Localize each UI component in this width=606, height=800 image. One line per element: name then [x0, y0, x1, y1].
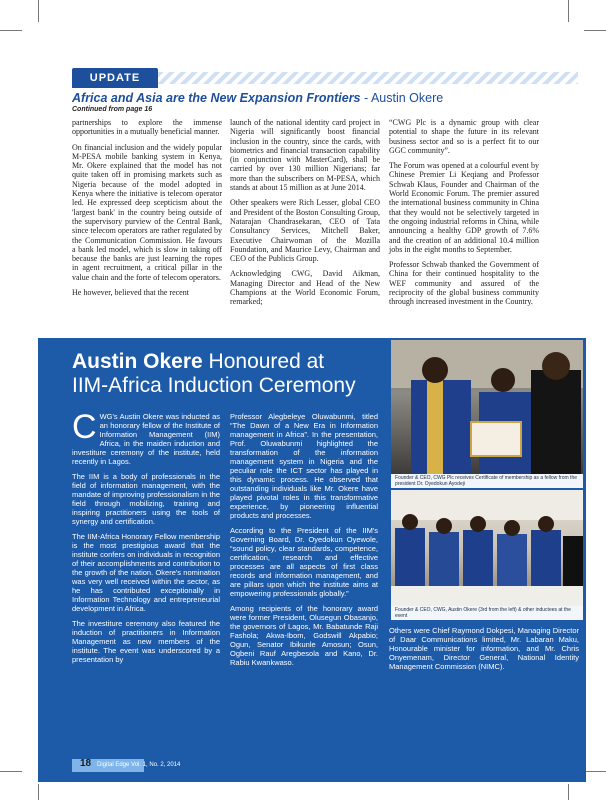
- photo-head: [542, 352, 570, 380]
- crop-mark: [584, 771, 606, 772]
- article-author: Austin Okere: [370, 91, 444, 105]
- photo-caption-2: Founder & CEO, CWG, Austin Okere (3rd from the left) & other inductees at the event: [391, 606, 583, 620]
- header-stripe: [158, 72, 578, 84]
- photo-head: [402, 514, 418, 530]
- photo-certificate-presentation: [391, 340, 583, 474]
- photo-head: [538, 516, 554, 532]
- crop-mark: [584, 30, 606, 31]
- page-number: 18: [80, 758, 92, 769]
- paragraph: Others were Chief Raymond Dokpesi, Managing Director of Daar Communications limited, Mr. Labaran Maku, Honourable minister for information, and Mr. Chris Onyemenam, Director General, National Identity Management Commission (NIMC).: [389, 626, 579, 671]
- paragraph: The Forum was opened at a colourful event by Chinese Premier Li Keqiang and Professor Schwab Klaus, Founder and Chairman of the World Economic Forum. The premier assured the international business community in China that they would not be selectively targeted in the ongoing industrial reforms in China, while announcing a healthy GDP growth of 7.6% and the creation of an additional 10.4 million jobs in the eight months to September.: [389, 161, 539, 254]
- photo-head: [422, 357, 448, 383]
- paragraph: Professor Alegbeleye Oluwabunmi, titled “The Dawn of a New Era in Information management in Africa”. In the presentation, Prof. Oluwabunmi highlighted the transformation of the information management system in Nigeria and the peculiar role the ICT sector has played in this dynamic process. He observed that outstanding individuals like Mr. Okere have played pivotal roles in this transformative experience, by pioneering influential products and processes.: [230, 412, 378, 520]
- article-column-2: [230, 118, 380, 313]
- title-separator: -: [360, 91, 371, 105]
- crop-mark: [38, 0, 39, 22]
- paragraph: On financial inclusion and the widely popular M-PESA mobile banking system in Kenya, Mr. Okere explained that the model has not quite taken off in promising markets such as Nigeria because of the model adopted in Kenya where the initiative is telecom operator led. He expressed deep scepticism about the 'largest bank' in the country being outside of the supervisory purview of the Central Bank, since telecom operators are rather regulated by the Communication Commission. He favours a bank led model, which is slow in taking off because the banks are just learning the ropes in agent recruitment, a critical pillar in the value chain and the forte of telecom operators.: [72, 142, 222, 282]
- crop-mark: [568, 0, 569, 22]
- article-column-1: [72, 118, 222, 303]
- paragraph: The investiture ceremony also featured the induction of practitioners in Information Management as new members of the institute. The event was underscored by a presentation by: [72, 619, 220, 664]
- crop-mark: [0, 30, 22, 31]
- photo-head: [504, 520, 520, 536]
- photo-head: [470, 516, 486, 532]
- paragraph: [72, 408, 220, 466]
- feature-column-2: [230, 412, 378, 673]
- crop-mark: [0, 771, 22, 772]
- issue-label: Digital Edge Vol. 1, No. 2, 2014: [97, 762, 181, 768]
- article-title: Africa and Asia are the New Expansion Frontiers: [72, 91, 361, 105]
- paragraph: He however, believed that the recent: [72, 288, 189, 298]
- section-tag: UPDATE: [72, 68, 158, 88]
- feature-title-rest: Honoured at: [202, 350, 325, 373]
- paragraph: Professor Schwab thanked the Government of China for their continued hospitality to the WEF community and assured of the reciprocity of the global business community through increased investment in the Country.: [389, 260, 539, 307]
- paragraph: Acknowledging CWG, David Aikman, Managing Director and Head of the New Champions at the World Economic Forum, remarked;: [230, 269, 380, 307]
- photo-gown-stripe: [427, 380, 443, 474]
- photo-backdrop: [391, 490, 583, 520]
- paragraph: The IIM-Africa Honorary Fellow membership is the most prestigious award that the institute confers on individuals in recognition of their accomplishments and contribution to the growth of the nation. Okere's nomination was very well received within the sector, as he has contributed exceptionally in Information Technology and entrepreneurial development in Africa.: [72, 532, 220, 613]
- paragraph: The IIM is a body of professionals in the field of information management, with the mandate of improving professionalism in the field through mobilizing, training and inspiring practitioners using the tools of synergy and certification.: [72, 472, 220, 526]
- paragraph: partnerships to explore the immense opportunities in a mutually beneficial manner.: [72, 118, 222, 137]
- paragraph: Other speakers were Rich Lesser, global CEO and President of the Boston Consulting Group, Natarajan Chandrasekaran, CEO of Tata Consultancy Services, Mitchell Baker, Executive Chairwoman of the Mozilla Foundation, and Maurice Levy, Chairman and CEO of the Publicis Group.: [230, 198, 380, 264]
- feature-column-1: [72, 408, 220, 670]
- crop-mark: [38, 784, 39, 800]
- paragraph: Among recipients of the honorary award were former President, Olusegun Obasanjo, the governors of Lagos, Mr. Babatunde Raji Fashola; Akwa-Ibom, Godswill Akpabio; Ogun, Senator Ibikunle Amosun; Osun, Ogbeni Rauf Aregbesola and Kano, Dr. Rabiu Kwankwaso.: [230, 604, 378, 667]
- crop-mark: [568, 784, 569, 800]
- intro-text: WG's Austin Okere was inducted as an honorary fellow of the Institute of Information Management (IIM) Africa, in the maiden induction and investiture ceremony of the institute, held recently in Lagos.: [72, 412, 220, 466]
- feature-title: [72, 350, 372, 398]
- article-headline: [72, 91, 572, 106]
- paragraph: According to the President of the IIM's Governing Board, Dr. Oyedokun Oyewole, “sound policy, clear standards, competence, certification, research and effective processes are all aspects of first class records and information management, and are pillars upon which the institute aims at empowering professionals globally.”: [230, 526, 378, 598]
- photo-caption-1: Founder & CEO, CWG Plc receives Certificate of membership as a fellow from the president Dr. Oyedokun Ayodeji: [391, 474, 583, 488]
- feature-title-name: Austin Okere: [72, 350, 203, 373]
- photo-inductees: [391, 490, 583, 606]
- article-column-3: [389, 118, 539, 313]
- paragraph: “CWG Plc is a dynamic group with clear potential to shape the future in its relevant business sector and so is a perfect fit to our GGC community”.: [389, 118, 539, 155]
- feature-column-3: [389, 626, 579, 677]
- photo-illustration: [391, 490, 583, 606]
- photo-figure-right: [531, 370, 581, 474]
- continued-note: Continued from page 16: [72, 106, 153, 113]
- photo-table: [391, 586, 583, 606]
- photo-head: [436, 518, 452, 534]
- photo-certificate: [471, 422, 521, 456]
- photo-illustration: [391, 340, 583, 474]
- drop-cap: C: [72, 408, 97, 446]
- photo-head: [491, 368, 515, 392]
- feature-title-line2: IIM-Africa Induction Ceremony: [72, 374, 356, 397]
- paragraph: launch of the national identity card project in Nigeria will significantly boost financial inclusion in the country, since the cards, with biometrics and financial transaction capability (in conjunction with MasterCard), shall be carried by over 130 million Nigerians; far more than the subscribers on M-PESA, which stands at about 15 million as at June 2014.: [230, 118, 380, 193]
